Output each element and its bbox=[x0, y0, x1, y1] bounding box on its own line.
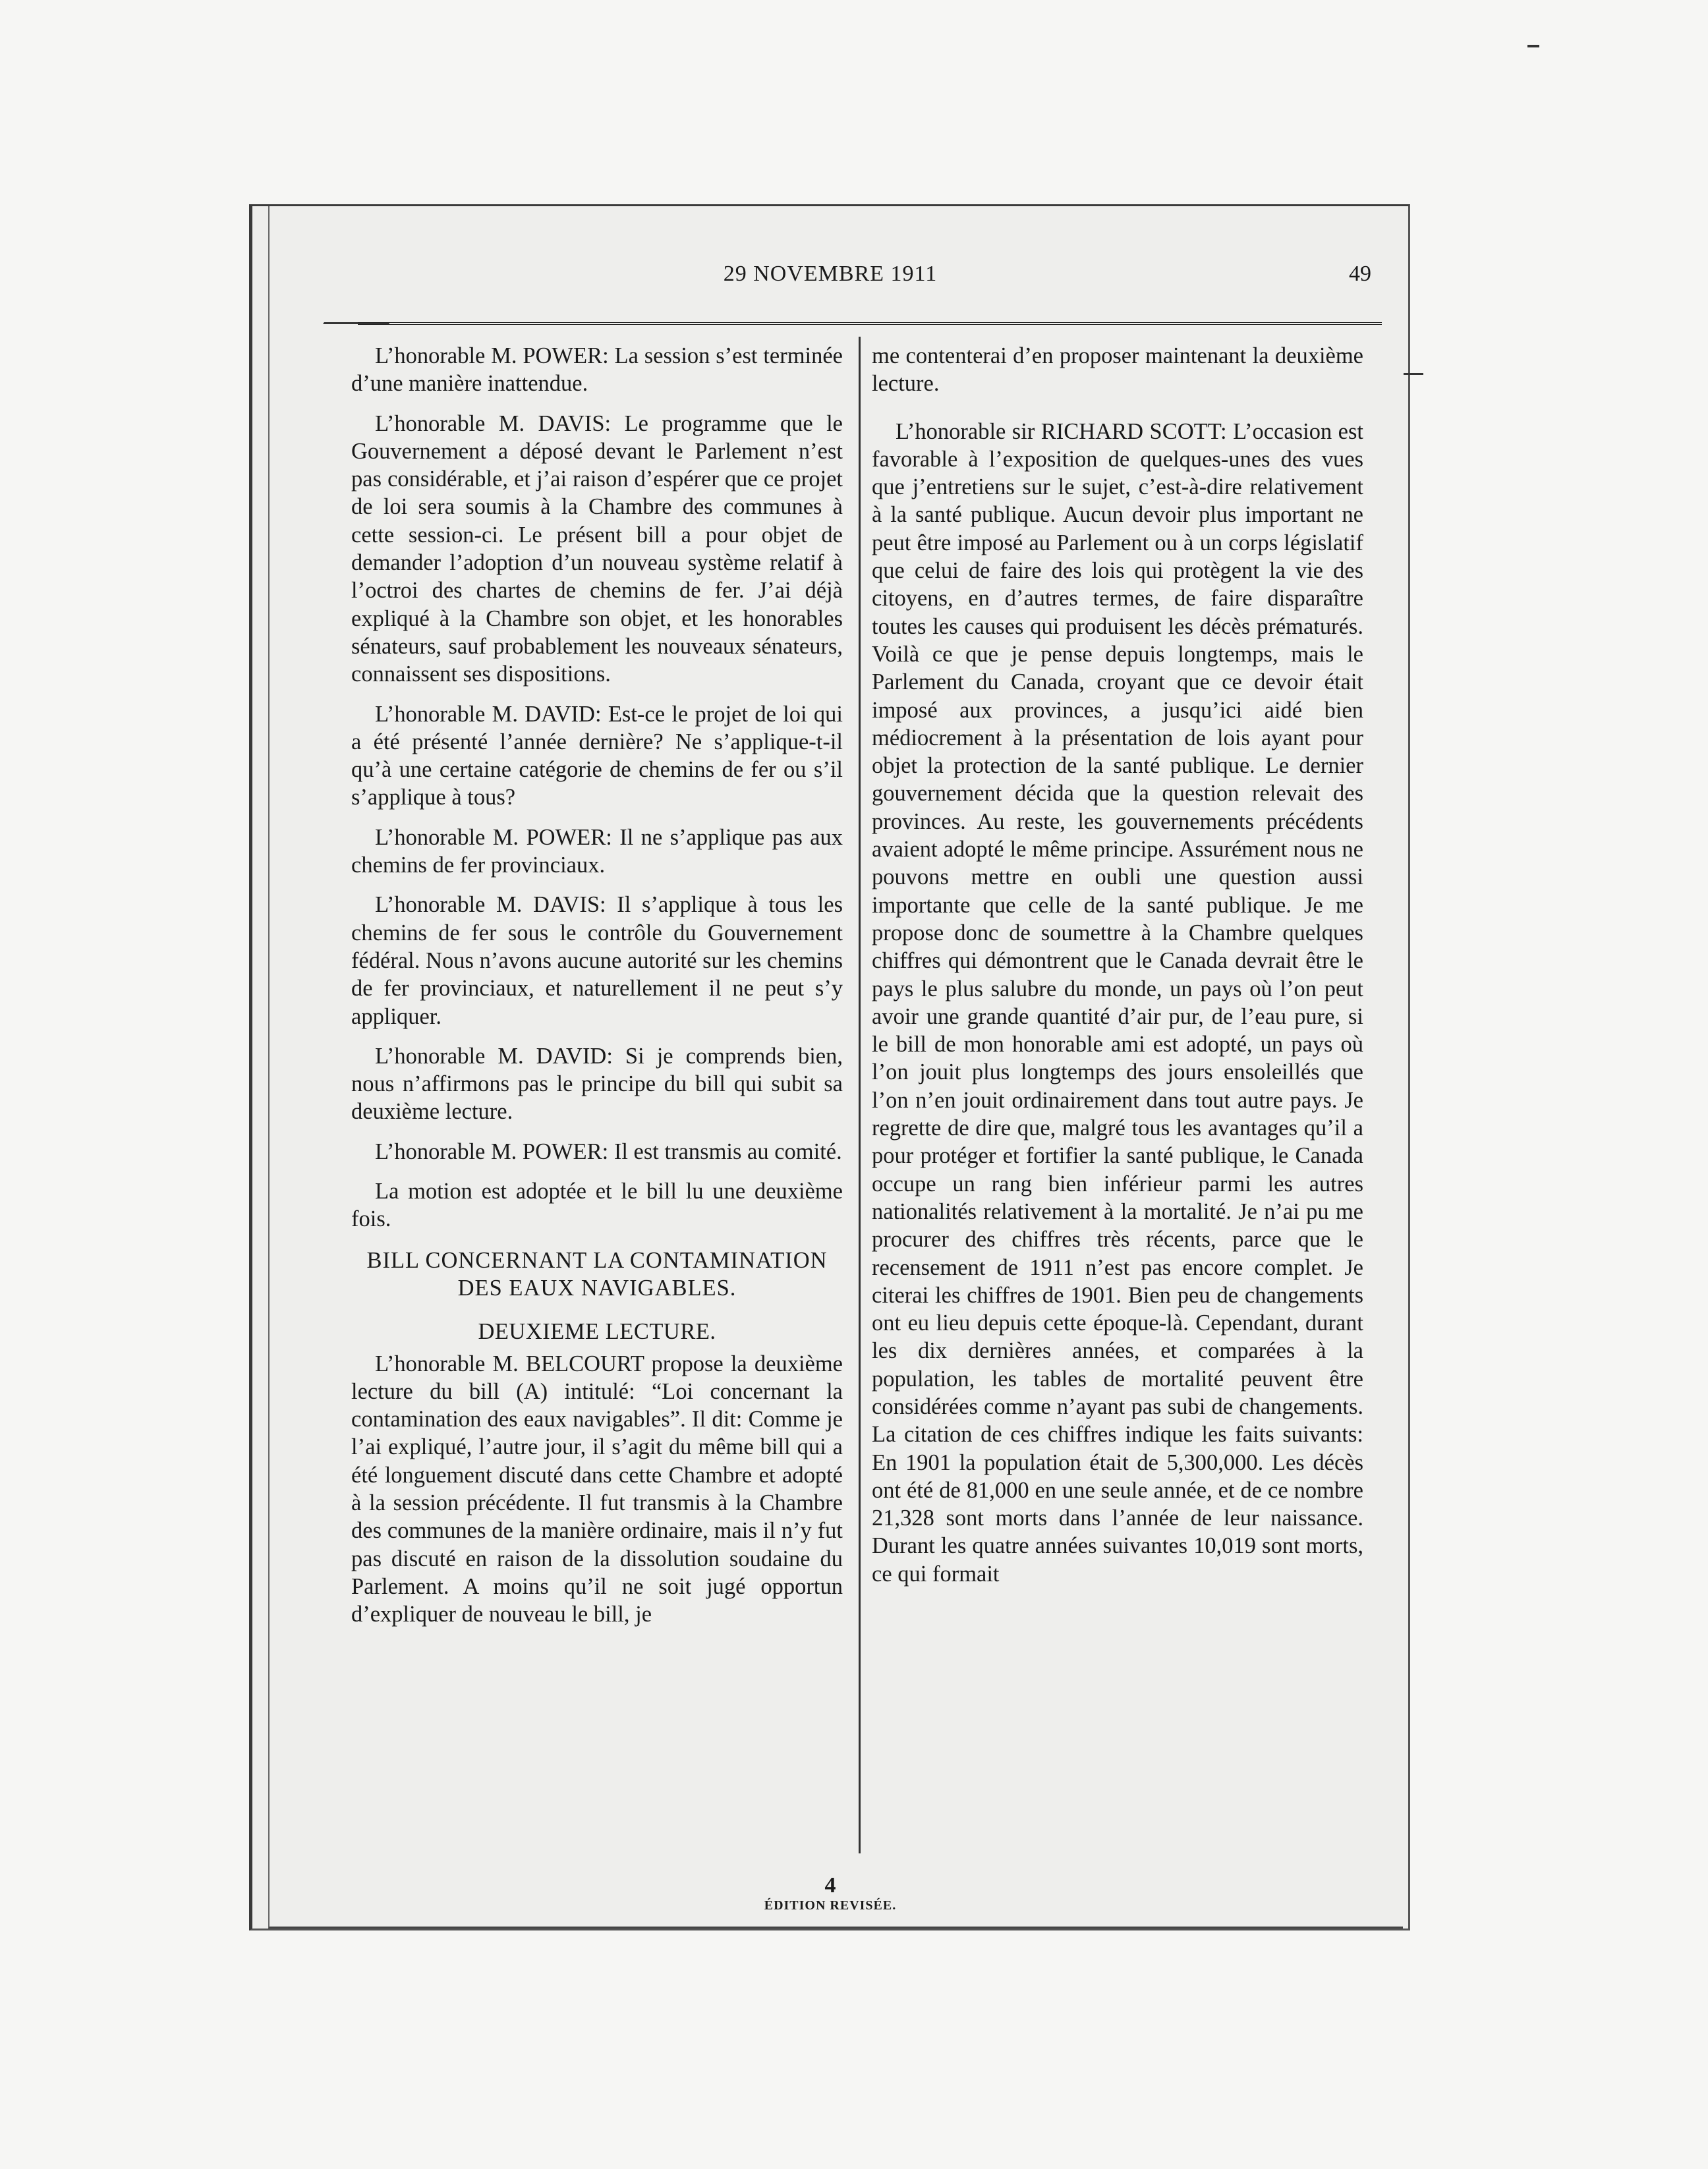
left-paragraph-9: L’honorable M. BELCOURT propose la deuxième lecture du bill (A) intitulé: “Loi concernant la contamination des eaux navigables”. Il dit: Comme je l’ai expliqué, l’autre jour, il s’agit du même bill qui a été longuement discuté dans cette Chambre et adopté à la session précédente. Il fut transmis à la Chambre des communes de la manière ordinaire, mais il n’y fut pas discuté en raison de la dissolution soudaine du Parlement. A moins qu’il ne soit jugé opportun d’expliquer de nouveau le bill, je bbox=[351, 1351, 843, 1627]
left-paragraph-3: L’honorable M. DAVID: Est-ce le projet de loi qui a été présenté l’année dernière? Ne s’applique-t-il qu’à une certaine catégorie de chemins de fer ou s’il s’applique à tous? bbox=[351, 701, 843, 810]
footer-signature: 4 bbox=[824, 1873, 836, 1898]
right-paragraph-2: L’honorable sir RICHARD SCOTT: L’occasion est favorable à l’exposition de quelques-unes des vues que j’entretiens sur le sujet, c’est-à-dire relativement à la santé publique. Aucun devoir plus important ne peut être imposé au Parlement ou à un corps législatif que celui de faire des lois qui protègent la vie des citoyens, en d’autres termes, de faire disparaître toutes les causes qui produisent les décès prématurés. Voilà ce que je pense depuis longtemps, mais le Parlement du Canada, croyant que ce devoir était imposé aux provinces, a jusqu’ici aidé bien médiocrement à la présentation de lois ayant pour objet la protection de la santé publique. Le dernier gouvernement décida que la question relevait des provinces. Au reste, les gouvernements précédents avaient adopté le même principe. Assurément nous ne pouvons mettre en oubli une question aussi importante que celle de la santé publique. Je me propose donc de soumettre à la Chambre quelques chiffres qui démontrent que le Canada devrait être le pays le plus salubre du monde, un pays où l’on peut avoir une grande quantité d’air pur, de l’eau pure, si le bill de mon honorable ami est adopté, un pays où l’on jouit plus longtemps des jours ensoleillés que l’on n’en jouit ordinairement dans tout autre pays. Je regrette de dire que, malgré tous les avantages qu’il a pour protéger et fortifier la santé publique, le Canada occupe un rang bien inférieur parmi les autres nationalités relativement à la mortalité. Je n’ai pu me procurer des chiffres très récents, parce que le recensement de 1911 n’est pas encore complet. Je citerai les chiffres de 1901. Bien peu de changements ont eu lieu depuis cette époque-là. Cependant, durant les dix dernières années, et comparées à la population, les tables de mortalité peuvent être considérées comme n’ayant pas subi de changements. La citation de ces chiffres indique les faits suivants: En 1901 la population était de 5,300,000. Les décès ont été de 81,000 en une seule année, et de ce nombre 21,328 sont morts dans l’année de leur naissance. Durant les quatre années suivantes 10,019 sont morts, ce qui formait bbox=[872, 418, 1363, 1587]
section-subtitle: DEUXIEME LECTURE. bbox=[478, 1319, 716, 1345]
scanned-page bbox=[249, 204, 1410, 1930]
left-paragraph-2: L’honorable M. DAVIS: Le programme que le Gouvernement a déposé devant le Parlement n’est pas considérable, et j’ai raison d’espérer que ce projet de loi sera soumis à la Chambre des communes à cette session-ci. Le présent bill a pour objet de demander l’adoption d’un nouveau système relatif à l’octroi des chartes de chemins de fer. J’ai déjà expliqué à la Chambre son objet, et les honorables sénateurs, sauf probablement les nouveaux sénateurs, connaissent ses dispositions. bbox=[351, 410, 843, 687]
footer-edition: ÉDITION REVISÉE. bbox=[764, 1898, 897, 1913]
header-page-number: 49 bbox=[1349, 262, 1371, 286]
margin-mark bbox=[1404, 373, 1423, 375]
left-paragraph-8: La motion est adoptée et le bill lu une deuxième fois. bbox=[351, 1179, 843, 1232]
left-paragraph-1: L’honorable M. POWER: La session s’est terminée d’une manière inattendue. bbox=[351, 343, 843, 397]
right-column bbox=[872, 342, 1363, 1600]
left-paragraph-7: L’honorable M. POWER: Il est transmis au comité. bbox=[375, 1139, 842, 1164]
left-paragraph-6: L’honorable M. DAVID: Si je comprends bien, nous n’affirmons pas le principe du bill qui subit sa deuxième lecture. bbox=[351, 1043, 843, 1125]
left-paragraph-5: L’honorable M. DAVIS: Il s’applique à tous les chemins de fer sous le contrôle du Gouvernement fédéral. Nous n’avons aucune autorité sur les chemins de fer provinciaux, et naturellement il ne peut s’y appliquer. bbox=[351, 892, 843, 1029]
header-date: 29 NOVEMBRE 1911 bbox=[723, 262, 938, 286]
corner-mark bbox=[1527, 45, 1539, 47]
header-rule bbox=[358, 322, 1382, 325]
section-title: BILL CONCERNANT LA CONTAMINATION DES EAUX NAVIGABLES. bbox=[366, 1247, 828, 1301]
right-paragraph-1: me contenterai d’en proposer maintenant la deuxième lecture. bbox=[872, 343, 1363, 397]
page-header bbox=[252, 262, 1408, 301]
left-column bbox=[351, 342, 843, 1640]
column-divider bbox=[859, 337, 861, 1853]
left-paragraph-4: L’honorable M. POWER: Il ne s’applique pas aux chemins de fer provinciaux. bbox=[351, 824, 843, 878]
